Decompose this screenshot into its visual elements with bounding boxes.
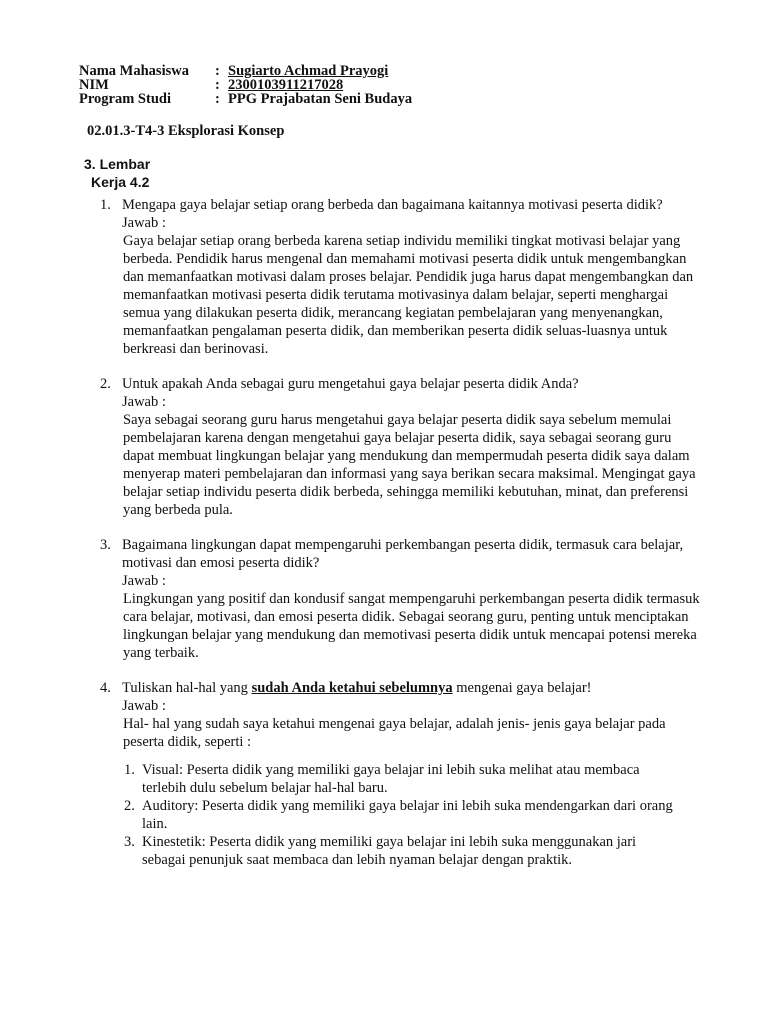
info-value: Sugiarto Achmad Prayogi	[228, 63, 389, 79]
section-heading-line1: 3. Lembar	[84, 156, 151, 172]
info-row-nim	[79, 78, 412, 92]
question-list	[100, 196, 700, 886]
question-text	[122, 679, 700, 697]
question-number: 3.	[100, 537, 111, 553]
question-text-pre: Tuliskan hal-hal yang	[122, 680, 252, 696]
question-body	[122, 536, 700, 662]
answer-text: Lingkungan yang positif dan kondusif sangat mempengaruhi perkembangan peserta didik termasuk cara belajar, motivasi, dan emosi peserta didik. Sebagai seorang guru, penting untuk menciptakan lingkungan belajar yang mendukung dan memotivasi peserta didik untuk mencapai potensi mereka yang terbaik.	[123, 591, 700, 661]
question-body	[122, 375, 700, 519]
info-value: 2300103911217028	[228, 77, 344, 93]
section-heading-line2: Kerja 4.2	[91, 174, 150, 190]
list-item-number: 3.	[124, 834, 135, 850]
list-item-text: Visual: Peserta didik yang memiliki gaya belajar ini lebih suka melihat atau membaca terlebih dulu sebelum belajar hal-hal baru.	[142, 762, 640, 796]
question-body	[122, 196, 700, 358]
question-number: 4.	[100, 680, 111, 696]
list-item-text: Kinestetik: Peserta didik yang memiliki gaya belajar ini lebih suka menggunakan jari sebagai penunjuk saat membaca dan lebih nyaman belajar dengan praktik.	[142, 834, 637, 868]
info-label: NIM	[79, 77, 109, 93]
info-colon: :	[215, 63, 220, 79]
question-item-1	[100, 196, 700, 358]
answer-label: Jawab :	[122, 394, 166, 410]
list-item	[124, 797, 700, 833]
student-info	[79, 64, 412, 106]
list-item-number: 1.	[124, 762, 135, 778]
question-item-4	[100, 679, 700, 869]
section-heading	[84, 155, 150, 191]
learning-style-list	[122, 761, 700, 869]
info-colon: :	[215, 91, 220, 107]
question-number: 2.	[100, 376, 111, 392]
info-row-name	[79, 64, 412, 78]
question-number: 1.	[100, 197, 111, 213]
info-row-program	[79, 92, 412, 106]
module-code-title: 02.01.3-T4-3 Eksplorasi Konsep	[87, 123, 285, 139]
question-item-3	[100, 536, 700, 662]
info-value: PPG Prajabatan Seni Budaya	[228, 91, 413, 107]
answer-label: Jawab :	[122, 215, 166, 231]
question-body	[122, 679, 700, 869]
answer-label: Jawab :	[122, 698, 166, 714]
list-item	[124, 761, 700, 797]
answer-text: Hal- hal yang sudah saya ketahui mengenai gaya belajar, adalah jenis- jenis gaya belajar pada peserta didik, seperti :	[123, 716, 666, 750]
question-text: Bagaimana lingkungan dapat mempengaruhi perkembangan peserta didik, termasuk cara belajar, motivasi dan emosi peserta didik?	[122, 537, 684, 571]
list-item-text: Auditory: Peserta didik yang memiliki gaya belajar ini lebih suka mendengarkan dari orang lain.	[142, 798, 673, 832]
question-text: Mengapa gaya belajar setiap orang berbeda dan bagaimana kaitannya motivasi peserta didik?	[122, 197, 663, 213]
info-label: Program Studi	[79, 91, 171, 107]
question-text: Untuk apakah Anda sebagai guru mengetahui gaya belajar peserta didik Anda?	[122, 376, 579, 392]
question-text-post: mengenai gaya belajar!	[452, 680, 592, 696]
question-text-emphasis: sudah Anda ketahui sebelumnya	[251, 680, 453, 696]
list-item-number: 2.	[124, 798, 135, 814]
info-colon: :	[215, 77, 220, 93]
list-item	[124, 833, 700, 869]
question-item-2	[100, 375, 700, 519]
answer-text: Saya sebagai seorang guru harus mengetahui gaya belajar peserta didik saya sebelum memulai pembelajaran karena dengan mengetahui gaya belajar peserta didik, saya sebagai seorang guru dapat membuat lingkungan belajar yang mendukung dan mempermudah peserta didik saya dalam menyerap materi pembelajaran dan informasi yang saya berikan secara maksimal. Mengingat gaya belajar setiap individu peserta didik berbeda, sehingga memiliki kebutuhan, minat, dan preferensi yang berbeda pula.	[123, 412, 696, 518]
answer-label: Jawab :	[122, 573, 166, 589]
info-label: Nama Mahasiswa	[79, 63, 189, 79]
answer-text: Gaya belajar setiap orang berbeda karena setiap individu memiliki tingkat motivasi belajar yang berbeda. Pendidik harus mengenal dan memahami motivasi peserta didik untuk mengembangkan dan memanfaatkan motivasi dalam proses belajar. Pendidik juga harus dapat mengembangkan dan memanfaatkan motivasi peserta didik terutama motivasinya dalam belajar, seperti menghargai semua yang dilakukan peserta didik, merancang kegiatan pembelajaran yang menyenangkan, memanfaatkan pengalaman peserta didik, dan memberikan peserta didik seluas-luasnya untuk berkreasi dan berinovasi.	[123, 233, 694, 357]
